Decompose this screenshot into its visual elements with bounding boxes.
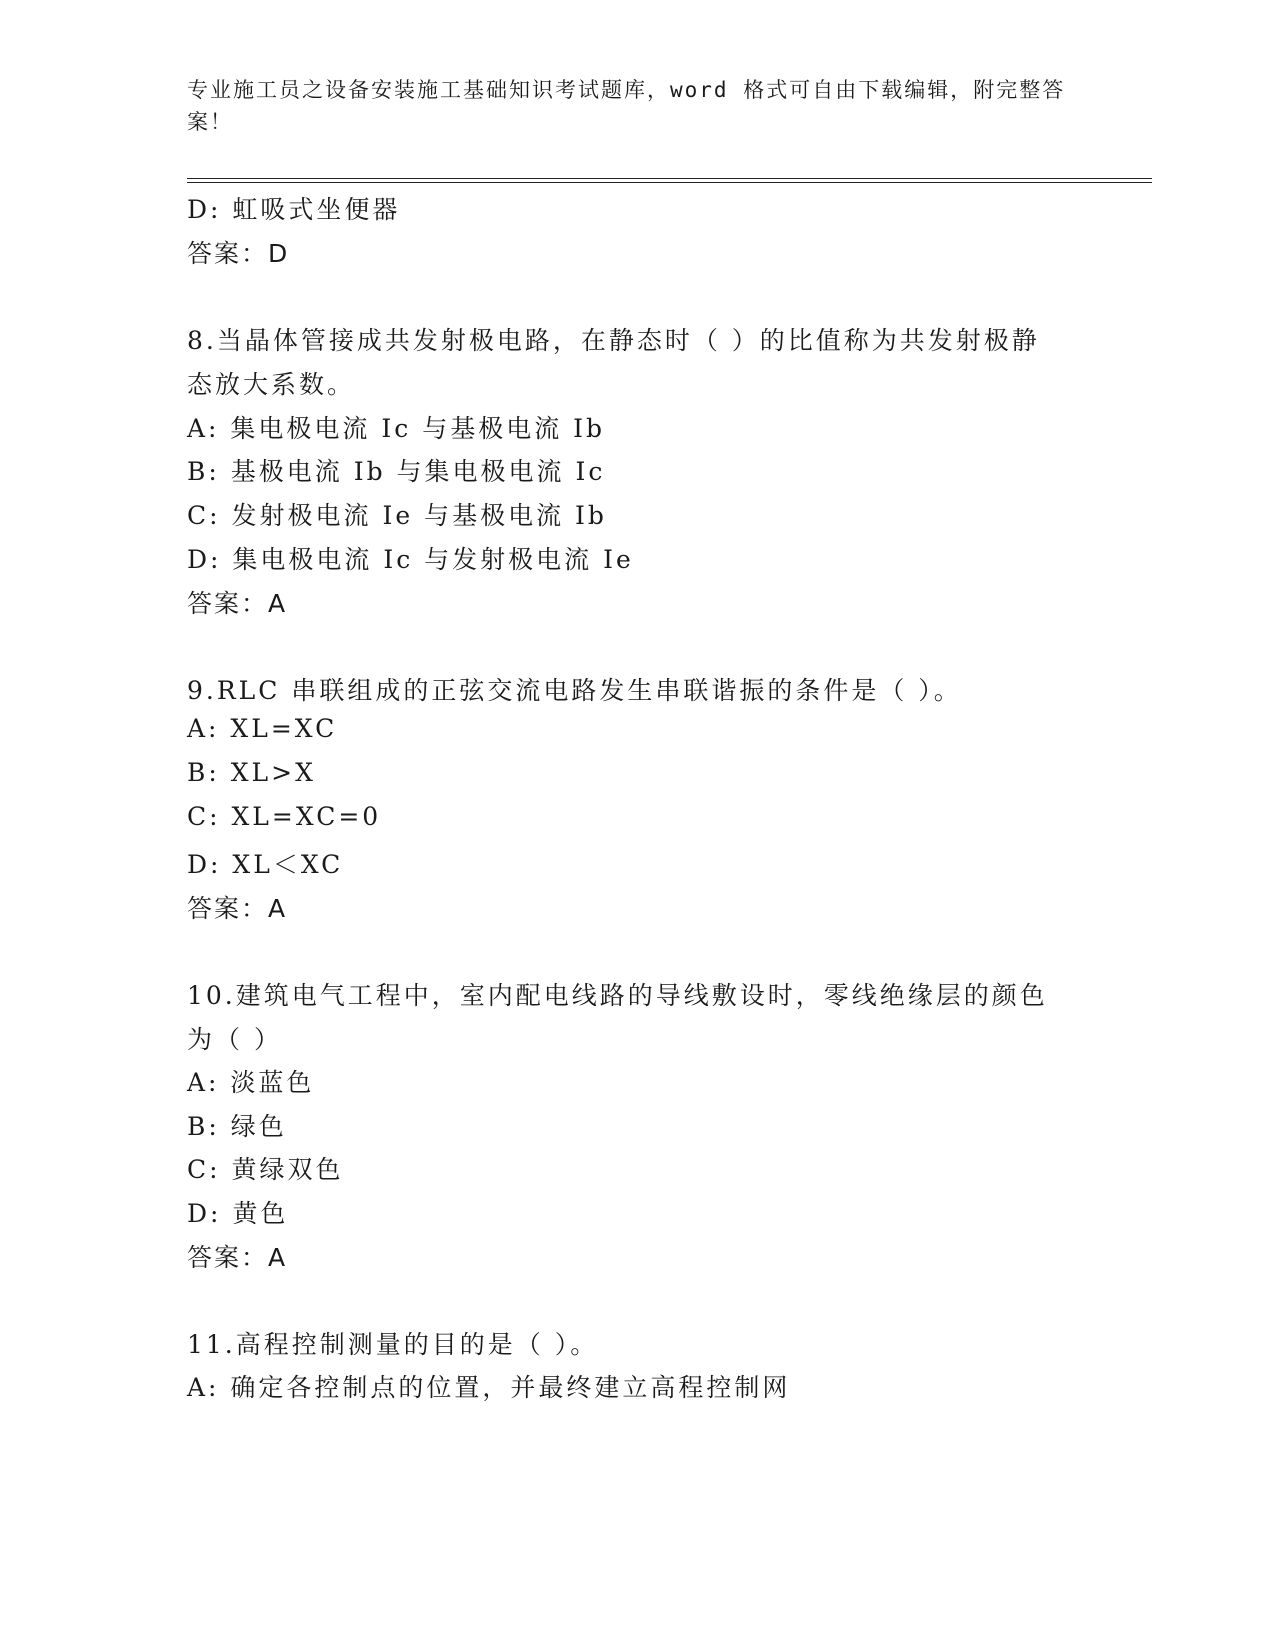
q8-option-b: B: 基极电流 Ib 与集电极电流 Ic xyxy=(187,457,606,486)
q8-option-c: C: 发射极电流 Ie 与基极电流 Ib xyxy=(187,501,607,530)
q7-option-d: D: 虹吸式坐便器 xyxy=(187,195,401,224)
q11-stem-line1: 11.高程控制测量的目的是（ ）。 xyxy=(187,1330,599,1359)
q10-answer: 答案：A xyxy=(187,1243,288,1272)
q7-answer: 答案：D xyxy=(187,239,290,268)
q10-option-d: D: 黄色 xyxy=(187,1199,289,1228)
q8-option-d: D: 集电极电流 Ic 与发射极电流 Ie xyxy=(187,545,634,574)
document-header: 专业施工员之设备安装施工基础知识考试题库，word 格式可自由下载编辑，附完整答案！ xyxy=(187,78,1066,134)
q9-option-c: C: XL=XC=0 xyxy=(187,802,382,831)
q10-stem-line1: 10.建筑电气工程中，室内配电线路的导线敷设时，零线绝缘层的颜色 xyxy=(187,981,1048,1010)
q9-option-b: B: XL>X xyxy=(187,758,316,787)
header-rule-bottom xyxy=(187,182,1152,183)
q10-option-b: B: 绿色 xyxy=(187,1112,287,1141)
q11-option-a: A: 确定各控制点的位置，并最终建立高程控制网 xyxy=(187,1373,791,1402)
q8-stem-line2: 态放大系数。 xyxy=(187,370,356,399)
q9-answer: 答案：A xyxy=(187,894,288,923)
q9-stem-line1: 9.RLC 串联组成的正弦交流电路发生串联谐振的条件是（ ）。 xyxy=(187,676,962,705)
q9-option-d: D: XL＜XC xyxy=(187,850,344,879)
q8-stem-line1: 8.当晶体管接成共发射极电路，在静态时（ ）的比值称为共发射极静 xyxy=(187,326,1040,355)
q10-stem-line2: 为（ ） xyxy=(187,1025,282,1054)
header-rule-top xyxy=(187,178,1152,179)
q9-option-a: A: XL=XC xyxy=(187,714,338,743)
q10-option-c: C: 黄绿双色 xyxy=(187,1155,344,1184)
q8-answer: 答案：A xyxy=(187,589,288,618)
q8-option-a: A: 集电极电流 Ic 与基极电流 Ib xyxy=(187,414,606,443)
q10-option-a: A: 淡蓝色 xyxy=(187,1068,315,1097)
